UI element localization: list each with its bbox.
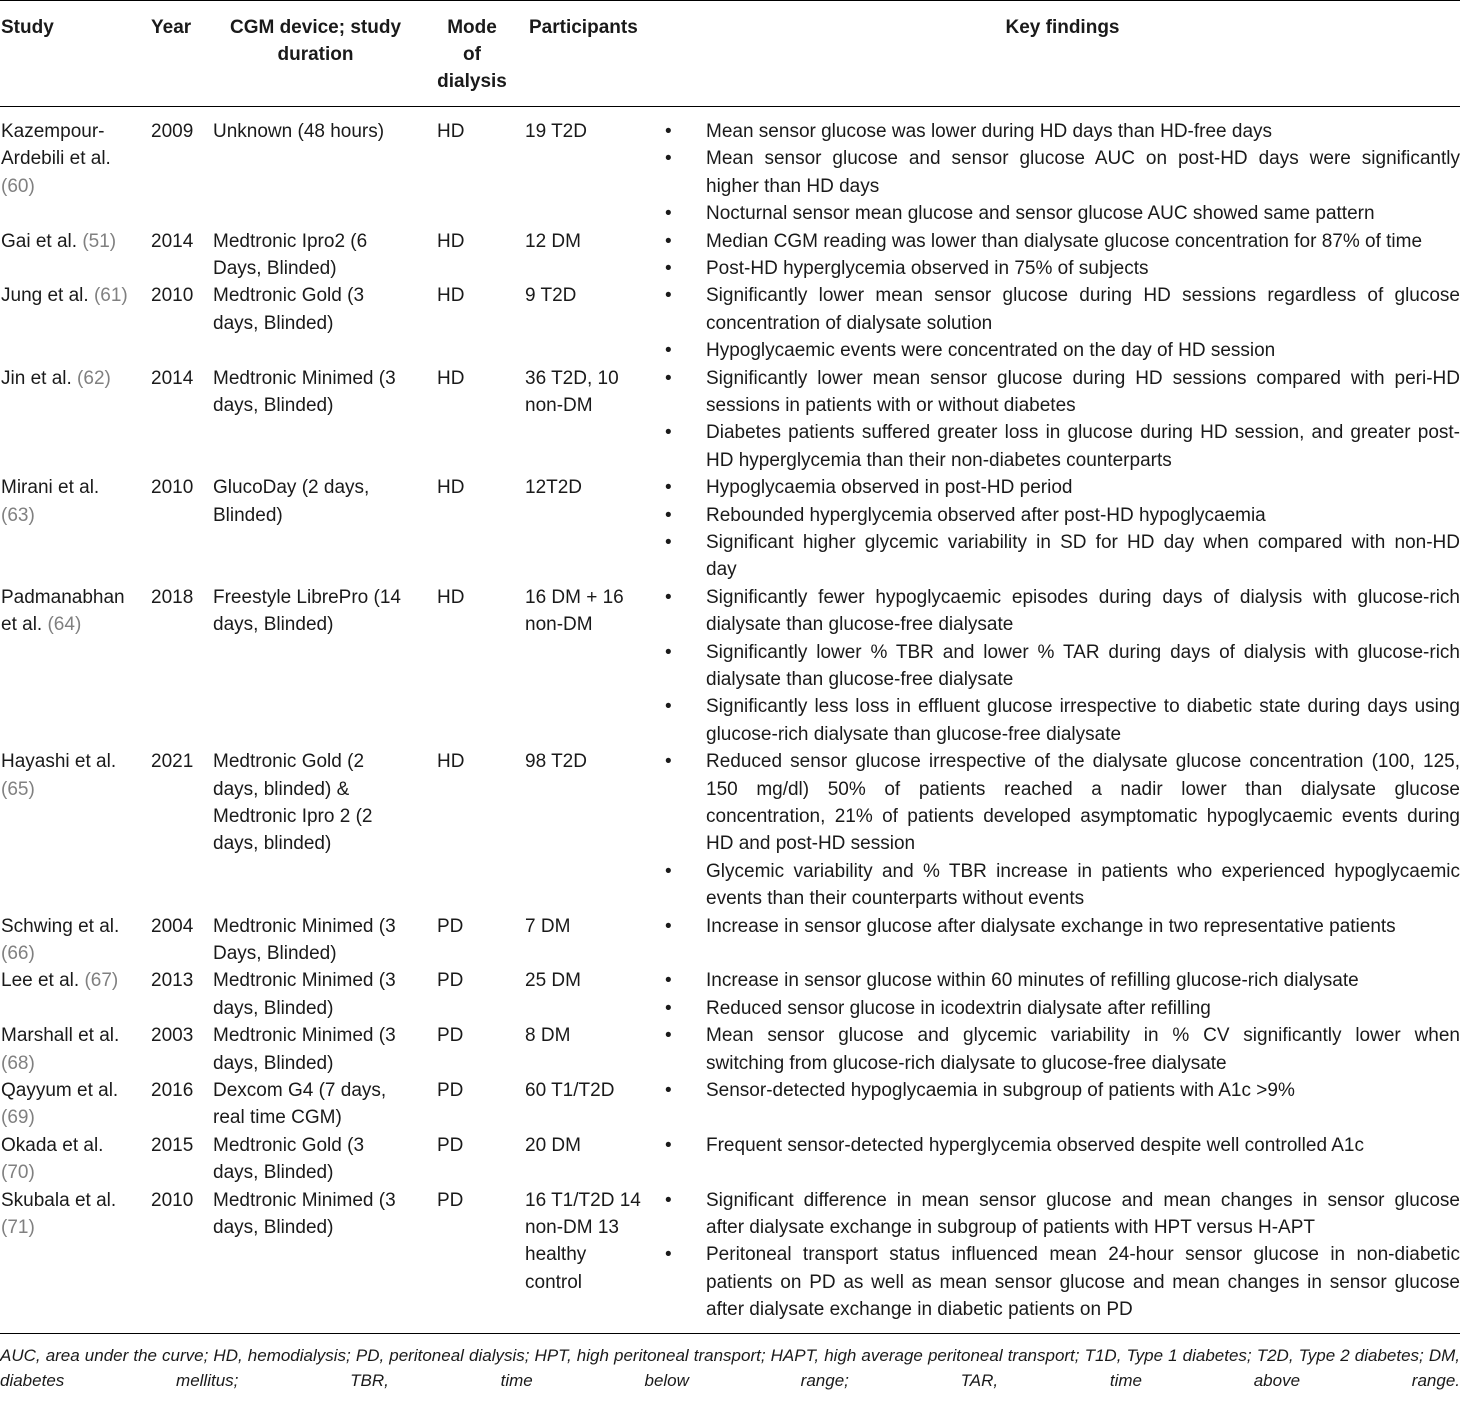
finding-line: Mean sensor glucose was lower during HD days than HD-free days xyxy=(706,121,1273,142)
participants-cell: 12T2D xyxy=(525,477,583,499)
finding-line: Significantly lower % TBR and lower % TAR during days of dialysis with glucose-rich xyxy=(706,641,1460,663)
study-cell xyxy=(1,1159,35,1186)
reference-number: (51) xyxy=(82,230,117,252)
device-cell: Medtronic Ipro2 (6 xyxy=(213,230,368,252)
study-cell xyxy=(1,1104,35,1131)
study-cell xyxy=(1,173,35,200)
device-cell: Medtronic Minimed (3 xyxy=(213,915,396,937)
bullet-icon: • xyxy=(665,258,672,279)
participants-cell: control xyxy=(525,1271,583,1293)
finding-line: HD and post-HD session xyxy=(706,833,916,855)
header-mode xyxy=(432,14,512,95)
bullet-icon: • xyxy=(665,1080,672,1101)
device-cell: Medtronic Gold (3 xyxy=(213,1134,365,1156)
bullet-icon: • xyxy=(665,203,672,225)
finding-line: dialysate than glucose-free dialysate xyxy=(706,614,1014,636)
bullet-icon: • xyxy=(665,641,672,663)
participants-cell: non-DM xyxy=(525,614,593,636)
finding-line: HD hyperglycemia than their non-diabetes counterparts xyxy=(706,449,1172,471)
finding-line: Frequent sensor-detected hyperglycemia observed despite well controlled A1c xyxy=(706,1134,1364,1156)
mode-cell: PD xyxy=(437,1189,464,1211)
year-cell: 2021 xyxy=(151,751,194,773)
finding-line: Hypoglycaemic events were concentrated on the day of HD session xyxy=(706,340,1276,362)
year-cell: 2014 xyxy=(151,367,194,389)
finding-line: concentration, 21% of patients developed asymptomatic hypoglycaemic events during xyxy=(706,806,1460,827)
finding-line: Hypoglycaemia observed in post-HD period xyxy=(706,477,1073,499)
finding-line: Peritoneal transport status influenced mean 24-hour sensor glucose in non-diabetic xyxy=(706,1244,1460,1266)
bullet-icon: • xyxy=(665,586,672,608)
study-cell: Gai et al. (51) xyxy=(1,230,117,252)
header-study: Study xyxy=(1,17,54,38)
participants-cell: 12 DM xyxy=(525,230,581,252)
finding-line: Post-HD hyperglycemia observed in 75% of subjects xyxy=(706,258,1149,279)
participants-cell: non-DM 13 xyxy=(525,1217,619,1238)
participants-cell: 36 T2D, 10 xyxy=(525,367,619,389)
top-rule xyxy=(0,0,1460,1)
header-device-line: CGM device; study xyxy=(229,17,402,38)
mode-cell: PD xyxy=(437,915,464,937)
finding-line: Nocturnal sensor mean glucose and sensor glucose AUC showed same pattern xyxy=(706,203,1375,225)
device-cell: Freestyle LibrePro (14 xyxy=(213,586,401,608)
finding-line: after dialysate exchange in diabetic patients on PD xyxy=(706,1299,1133,1321)
table-footnote: AUC, area under the curve; HD, hemodialysis; PD, peritoneal dialysis; HPT, high peritoneal transport; HAPT, high average peritoneal transport; T1D, Type 1 diabetes; T2D, Type 2 diabetes; DM, diabetes mellitus; TBR, time below range; TAR, time above range. xyxy=(0,1346,1460,1390)
finding-line: switching from glucose-rich dialysate to glucose-free dialysate xyxy=(706,1052,1227,1074)
year-cell: 2003 xyxy=(151,1025,194,1047)
bullet-icon: • xyxy=(665,230,672,252)
study-cell: Qayyum et al. xyxy=(1,1080,119,1101)
device-cell: Days, Blinded) xyxy=(213,258,337,279)
reference-number: (61) xyxy=(93,285,128,307)
reference-number: (67) xyxy=(84,970,119,992)
finding-line: Glycemic variability and % TBR increase in patients who experienced hypoglycaemic xyxy=(706,860,1460,882)
finding-line: Mean sensor glucose and glycemic variability in % CV significantly lower when xyxy=(706,1025,1460,1047)
finding-line: Significantly lower mean sensor glucose during HD sessions regardless of glucose xyxy=(706,285,1460,307)
finding-line: patients on PD as well as mean sensor glucose and mean changes in sensor glucose xyxy=(706,1271,1460,1293)
mode-cell: HD xyxy=(437,367,465,389)
device-cell: days, Blinded) xyxy=(213,312,334,334)
study-cell: Kazempour- xyxy=(1,121,105,142)
reference-number: (63) xyxy=(1,504,35,526)
study-cell xyxy=(1,776,35,803)
finding-line: 150 mg/dl) 50% of patients reached a nadir lower than dialysate glucose xyxy=(706,778,1460,800)
participants-cell: 16 DM + 16 xyxy=(525,586,624,608)
study-cell: Padmanabhan xyxy=(1,586,125,608)
bullet-icon: • xyxy=(665,340,672,362)
study-cell: Ardebili et al. xyxy=(1,148,111,170)
reference-number: (70) xyxy=(1,1162,35,1184)
study-cell xyxy=(1,1214,35,1241)
finding-line: events than their counterparts without events xyxy=(706,888,1085,910)
reference-number: (68) xyxy=(1,1052,35,1074)
participants-cell: 16 T1/T2D 14 xyxy=(525,1189,641,1211)
year-cell: 2010 xyxy=(151,477,194,499)
finding-line: Diabetes patients suffered greater loss in glucose during HD session, and greater post- xyxy=(706,422,1460,444)
mode-cell: HD xyxy=(437,751,465,773)
bullet-icon: • xyxy=(665,477,672,499)
finding-line: Significantly lower mean sensor glucose during HD sessions compared with peri-HD xyxy=(706,367,1460,389)
reference-number: (69) xyxy=(1,1107,35,1129)
finding-line: day xyxy=(706,559,737,581)
study-cell: Jung et al. (61) xyxy=(1,285,128,307)
device-cell: Medtronic Ipro 2 (2 xyxy=(213,806,373,827)
bullet-icon: • xyxy=(665,422,672,444)
mode-cell: PD xyxy=(437,1134,464,1156)
finding-line: higher than HD days xyxy=(706,175,880,197)
device-cell: real time CGM) xyxy=(213,1107,342,1129)
mode-cell: PD xyxy=(437,1080,464,1101)
reference-number: (66) xyxy=(1,943,35,964)
finding-line: Median CGM reading was lower than dialysate glucose concentration for 87% of time xyxy=(706,230,1423,252)
header-mode-line: of xyxy=(463,44,481,65)
finding-line: Increase in sensor glucose within 60 minutes of refilling glucose-rich dialysate xyxy=(706,970,1359,992)
reference-number: (71) xyxy=(1,1217,35,1238)
study-cell: Skubala et al. xyxy=(1,1189,117,1211)
header-year: Year xyxy=(151,17,192,38)
bullet-icon: • xyxy=(665,1189,672,1211)
bullet-icon: • xyxy=(665,915,672,937)
device-cell: Medtronic Minimed (3 xyxy=(213,1189,396,1211)
study-cell: Mirani et al. xyxy=(1,477,100,499)
device-cell: days, Blinded) xyxy=(213,1217,334,1238)
reference-number: (64) xyxy=(47,614,82,636)
bullet-icon: • xyxy=(665,121,672,142)
finding-line: Increase in sensor glucose after dialysate exchange in two representative patients xyxy=(706,915,1396,937)
finding-line: Sensor-detected hypoglycaemia in subgroup of patients with A1c >9% xyxy=(706,1080,1295,1101)
year-cell: 2014 xyxy=(151,230,194,252)
bullet-icon: • xyxy=(665,148,672,170)
bullet-icon: • xyxy=(665,504,672,526)
year-cell: 2013 xyxy=(151,970,194,992)
header-device xyxy=(213,14,418,68)
study-cell: Schwing et al. xyxy=(1,915,120,937)
finding-line: after dialysate exchange in subgroup of patients with HPT versus H-APT xyxy=(706,1217,1316,1238)
mode-cell: HD xyxy=(437,477,465,499)
mode-cell: HD xyxy=(437,121,465,142)
year-cell: 2018 xyxy=(151,586,194,608)
year-cell: 2010 xyxy=(151,1189,194,1211)
bullet-icon: • xyxy=(665,696,672,718)
study-cell xyxy=(1,940,35,967)
participants-cell: 60 T1/T2D xyxy=(525,1080,615,1101)
device-cell: Dexcom G4 (7 days, xyxy=(213,1080,387,1101)
device-cell: Medtronic Gold (2 xyxy=(213,751,365,773)
header-findings: Key findings xyxy=(1005,17,1120,38)
device-cell: Blinded) xyxy=(213,504,283,526)
bullet-icon: • xyxy=(665,860,672,882)
device-cell: Medtronic Gold (3 xyxy=(213,285,365,307)
bullet-icon: • xyxy=(665,1244,672,1266)
finding-line: Significant higher glycemic variability in SD for HD day when compared with non-HD xyxy=(706,532,1460,553)
finding-line: Reduced sensor glucose irrespective of the dialysate glucose concentration (100, 125, xyxy=(706,751,1460,773)
participants-cell: healthy xyxy=(525,1244,587,1266)
participants-cell: 25 DM xyxy=(525,970,581,992)
year-cell: 2009 xyxy=(151,121,194,142)
finding-line: Rebounded hyperglycemia observed after post-HD hypoglycaemia xyxy=(706,504,1266,526)
device-cell: Unknown (48 hours) xyxy=(213,121,385,142)
study-cell: Okada et al. xyxy=(1,1134,104,1156)
device-cell: days, Blinded) xyxy=(213,1052,334,1074)
reference-number: (62) xyxy=(77,367,111,389)
study-cell: Hayashi et al. xyxy=(1,751,117,773)
participants-cell: 8 DM xyxy=(525,1025,571,1047)
finding-line: Significantly fewer hypoglycaemic episodes during days of dialysis with glucose-rich xyxy=(706,586,1460,608)
device-cell: GlucoDay (2 days, xyxy=(213,477,370,499)
reference-number: (65) xyxy=(1,778,35,800)
bottom-rule xyxy=(0,1333,1460,1334)
finding-line: glucose-rich dialysate than glucose-free dialysate xyxy=(706,723,1122,745)
reference-number: (60) xyxy=(1,175,35,197)
bullet-icon: • xyxy=(665,1134,672,1156)
finding-line: concentration of dialysate solution xyxy=(706,312,993,334)
mode-cell: PD xyxy=(437,970,464,992)
study-cell: Jin et al. (62) xyxy=(1,367,111,389)
mode-cell: HD xyxy=(437,230,465,252)
finding-line: Mean sensor glucose and sensor glucose AUC on post-HD days were significantly xyxy=(706,148,1460,170)
finding-line: sessions in patients with or without diabetes xyxy=(706,395,1076,416)
device-cell: Days, Blinded) xyxy=(213,943,337,964)
year-cell: 2004 xyxy=(151,915,194,937)
study-cell: Marshall et al. xyxy=(1,1025,120,1047)
participants-cell: 7 DM xyxy=(525,915,571,937)
device-cell: days, Blinded) xyxy=(213,395,334,416)
study-cell: et al. (64) xyxy=(1,614,82,636)
device-cell: days, Blinded) xyxy=(213,614,334,636)
mode-cell: HD xyxy=(437,285,465,307)
device-cell: days, Blinded) xyxy=(213,1162,334,1184)
header-device-line: duration xyxy=(277,44,354,65)
bullet-icon: • xyxy=(665,751,672,773)
participants-cell: 9 T2D xyxy=(525,285,577,307)
year-cell: 2010 xyxy=(151,285,194,307)
bullet-icon: • xyxy=(665,1025,672,1047)
finding-line: Reduced sensor glucose in icodextrin dialysate after refilling xyxy=(706,997,1211,1019)
device-cell: days, blinded) xyxy=(213,833,332,855)
mode-cell: HD xyxy=(437,586,465,608)
participants-cell: 19 T2D xyxy=(525,121,587,142)
bullet-icon: • xyxy=(665,367,672,389)
mode-cell: PD xyxy=(437,1025,464,1047)
finding-line: Significantly less loss in effluent glucose irrespective to diabetic state during days using xyxy=(706,696,1460,718)
year-cell: 2015 xyxy=(151,1134,194,1156)
bullet-icon: • xyxy=(665,285,672,307)
bullet-icon: • xyxy=(665,532,672,553)
device-cell: Medtronic Minimed (3 xyxy=(213,970,396,992)
header-rule xyxy=(0,106,1460,107)
device-cell: Medtronic Minimed (3 xyxy=(213,367,396,389)
device-cell: Medtronic Minimed (3 xyxy=(213,1025,396,1047)
participants-cell: non-DM xyxy=(525,395,593,416)
device-cell: days, Blinded) xyxy=(213,997,334,1019)
study-cell xyxy=(1,1050,35,1077)
header-mode-line: Mode xyxy=(447,17,497,38)
header-mode-line: dialysis xyxy=(437,71,507,92)
finding-line: Significant difference in mean sensor glucose and mean changes in sensor glucose xyxy=(706,1189,1460,1211)
study-cell xyxy=(1,502,35,529)
participants-cell: 98 T2D xyxy=(525,751,587,773)
bullet-icon: • xyxy=(665,997,672,1019)
study-cell: Lee et al. (67) xyxy=(1,970,119,992)
header-participants: Participants xyxy=(529,17,638,38)
bullet-icon: • xyxy=(665,970,672,992)
device-cell: days, blinded) & xyxy=(213,778,350,800)
finding-line: dialysate than glucose-free dialysate xyxy=(706,669,1014,690)
participants-cell: 20 DM xyxy=(525,1134,581,1156)
year-cell: 2016 xyxy=(151,1080,194,1101)
